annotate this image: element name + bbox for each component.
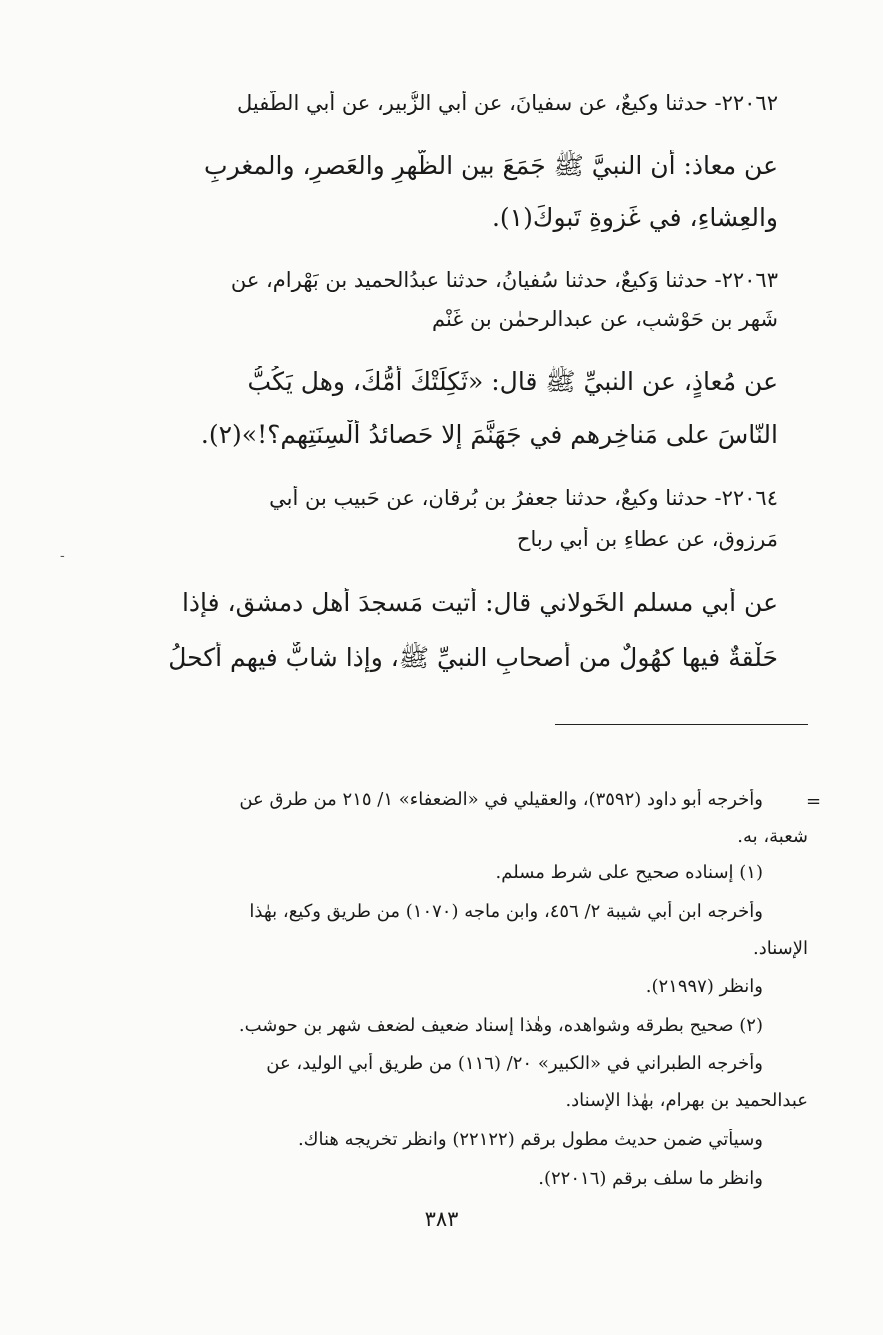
hadith-22063-matn-line-2: النّاسَ على مَناخِرِهم في جَهَنَّمَ إلا حَصائدُ أَلْسِنَتِهم؟!»(٢). <box>200 420 778 449</box>
hadith-22064-isnad-line-1: ٢٢٠٦٤- حدثنا وكيعٌ، حدثنا جعفرُ بن بُرقان، عن حَبيبِ بن أبي <box>269 486 778 510</box>
hadith-22063-matn-line-1: عن مُعاذٍ، عن النبيِّ ﷺ قال: «ثَكِلَتْكَ أُمُّكَ، وهل يَكُبُّ <box>247 367 778 396</box>
hadith-22062-matn-line-1: عن معاذ: أن النبيَّ ﷺ جَمَعَ بين الظُّهرِ والعَصرِ، والمغربِ <box>204 151 778 180</box>
continuation-mark: = <box>806 791 822 812</box>
footnote-line: شعبة، به. <box>737 826 808 847</box>
footnote-line: الإسناد. <box>752 938 808 959</box>
hadith-22064-matn-line-2: حَلْقةٌ فيها كهُولٌ من أصحابِ النبيِّ ﷺ، وإذا شابٌّ فيهم أكحلُ <box>168 643 778 672</box>
hadith-22063-isnad-line-1: ٢٢٠٦٣- حدثنا وَكيعٌ، حدثنا سُفيانُ، حدثنا عبدُالحميد بن بَهْرام، عن <box>230 268 778 292</box>
footnote-line: وأخرجه أبو داود (٣٥٩٢)، والعقيلي في «الضعفاء» ١/ ٢١٥ من طرق عن <box>239 789 763 810</box>
footnote-line: عبدالحميد بن بهرام، بهٰذا الإسناد. <box>565 1090 808 1111</box>
stray-mark: - <box>60 548 65 564</box>
hadith-22062-isnad-line-1: ٢٢٠٦٢- حدثنا وكيعٌ، عن سفيانَ، عن أبي الزُّبير، عن أبي الطُّفيل <box>236 91 778 115</box>
footnote-line: وأخرجه ابن أبي شيبة ٢/ ٤٥٦، وابن ماجه (١٠٧٠) من طريق وكيع، بهٰذا <box>249 901 763 922</box>
footnote-separator <box>555 724 808 725</box>
hadith-22064-matn-line-1: عن أبي مسلم الخَولاني قال: أتيت مَسجدَ أَهلِ دمشق، فإذا <box>181 588 778 617</box>
footnote-line: وسيأتي ضمن حديث مطول برقم (٢٢١٢٢) وانظر تخريجه هناك. <box>297 1129 763 1150</box>
footnote-line: وانظر (٢١٩٩٧). <box>645 976 763 997</box>
hadith-22064-isnad-line-2: مَرزوقٍ، عن عطاءِ بن أبي رباح <box>516 527 778 551</box>
hadith-22063-isnad-line-2: شَهر بن حَوْشبٍ، عن عبدالرحمٰن بن غَنْم <box>431 307 778 331</box>
footnote-line: (٢) صحيح بطرقه وشواهده، وهٰذا إسناد ضعيف لضعف شهر بن حوشب. <box>238 1015 763 1036</box>
page-number: ٣٨٣ <box>424 1207 459 1231</box>
hadith-22062-matn-line-2: والعِشاءِ، في غَزوةِ تَبوكَ(١). <box>491 203 778 232</box>
footnote-line: وأخرجه الطبراني في «الكبير» ٢٠/ (١١٦) من طريق أبي الوليد، عن <box>266 1053 763 1074</box>
footnote-line: (١) إسناده صحيح على شرط مسلم. <box>495 862 763 883</box>
footnote-line: وانظر ما سلف برقم (٢٢٠١٦). <box>538 1168 763 1189</box>
